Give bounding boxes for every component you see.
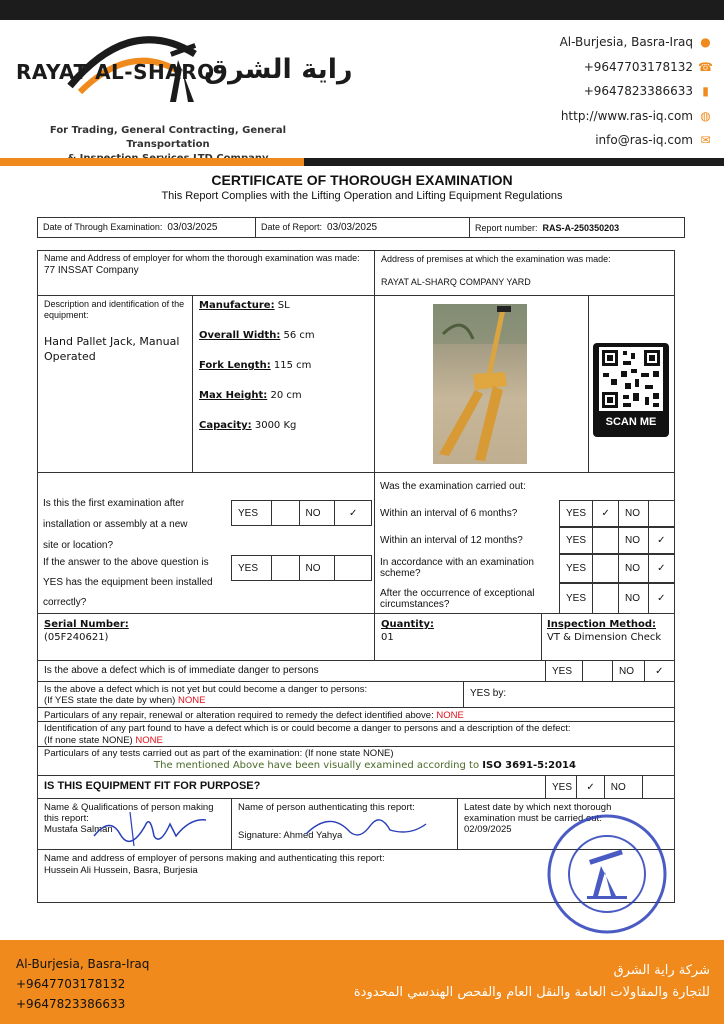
immediate-danger-row: Is the above a defect which is of immediate danger to persons (37, 660, 546, 682)
logo-text-ar: راية الشرق (204, 54, 353, 85)
signature-ahmed (300, 806, 430, 846)
fit-for-purpose-row: IS THIS EQUIPMENT FIT FOR PURPOSE? (37, 775, 546, 799)
interval-12-no-box[interactable]: ✓ (657, 535, 666, 546)
first-exam-yes-box[interactable] (272, 501, 300, 525)
future-danger-row: Is the above a defect which is not yet but could become a danger to persons: (If YES state the date by when) NONE (37, 681, 464, 708)
tests-standard: ISO 3691-5:2014 (482, 760, 576, 771)
footer-contact (16, 954, 149, 1014)
letterhead (0, 20, 724, 160)
employer-label: Name and Address of employer for whom the thorough examination was made: (44, 253, 360, 263)
date-exam-cell: Date of Through Examination: 03/03/2025 (38, 218, 256, 238)
qualification-label: Name & Qualifications of person making this report: (44, 802, 214, 824)
employer-value: 77 INSSAT Company (44, 264, 139, 276)
footer-address: Al-Burjesia, Basra-Iraq (16, 957, 150, 971)
location-pin-icon: ● (700, 35, 711, 50)
mobile-phone-icon: ▮ (702, 84, 709, 99)
part-none: NONE (135, 734, 163, 746)
premises-label: Address of premises at which the examination was made: (381, 254, 611, 264)
date-report-cell: Date of Report: 03/03/2025 (256, 218, 470, 238)
part-defect-row: Identification of any part found to have a defect which is or could become a danger to persons and a description of the defect: (If none state NONE) NONE (37, 721, 675, 747)
serial-label: Serial Number: (44, 619, 129, 630)
immediate-no-box[interactable]: ✓ (655, 665, 664, 677)
report-info-row (37, 217, 685, 238)
first-exam-yes-no (231, 500, 372, 526)
installed-yes-label: YES (232, 556, 272, 580)
quantity-cell (374, 613, 542, 661)
footer (0, 940, 724, 1024)
interval-6-yes-no: YES ✓ NO (559, 500, 675, 527)
tests-value: The mentioned Above have been visually examined according to (154, 760, 480, 771)
employer-cell (37, 250, 375, 296)
immediate-danger-yes-no: YES NO ✓ (545, 660, 675, 682)
employer-persons-label: Name and address of employer of persons making and authenticating this report: (44, 853, 385, 864)
first-exam-question: Is this the first examination after installation or assembly at a new site or location? (43, 498, 188, 551)
installed-yes-box[interactable] (272, 556, 300, 580)
contact-address: Al-Burjesia, Basra-Iraq ● (559, 35, 711, 50)
signature-mustafa (90, 806, 210, 850)
globe-icon: ◍ (700, 108, 711, 123)
tagline-line1: For Trading, General Contracting, General Transportation (49, 125, 287, 150)
quantity-value: 01 (381, 632, 394, 643)
installed-correctly-question: If the answer to the above question is YES has the equipment been installed correctly? (43, 557, 213, 608)
contact-block (560, 30, 712, 153)
envelope-icon: ✉ (700, 133, 711, 148)
installed-no-box[interactable] (335, 556, 371, 580)
method-value: VT & Dimension Check (547, 632, 662, 643)
telephone-icon: ☎ (698, 59, 713, 74)
fit-yes-box[interactable]: ✓ (577, 776, 604, 798)
spec-capacity: Capacity: 3000 Kg (199, 420, 297, 431)
exceptional-yes-no: YES NO ✓ (559, 583, 675, 614)
fit-no-box[interactable] (642, 775, 675, 799)
logo-text-en: RAYAT AL-SHARQ (16, 60, 215, 84)
qualification-name: Mustafa Salman (44, 824, 113, 835)
installed-no-label: NO (300, 556, 336, 580)
date-exam-value: 03/03/2025 (167, 222, 218, 233)
footer-arabic-line2: للتجارة والمقاولات العامة والنقل العام والفحص الهندسي المحدودة (353, 985, 710, 1000)
scheme-yes-box[interactable] (593, 555, 619, 582)
equipment-desc-cell (37, 295, 193, 473)
footer-phone2: +9647823386633 (16, 997, 126, 1011)
interval-12-yes-box[interactable] (593, 528, 619, 553)
first-exam-no-box[interactable]: ✓ (348, 507, 358, 519)
contact-website[interactable]: http://www.ras-iq.com ◍ (560, 108, 711, 123)
exceptional-question: After the occurrence of exceptional circumstances? (380, 588, 535, 610)
contact-phone1: +9647703178132 ☎ (583, 59, 713, 74)
method-label: Inspection Method: (547, 619, 656, 630)
authentication-label: Name of person authenticating this report: (238, 802, 415, 813)
equipment-label: Description and identification of the equipment: (44, 299, 185, 320)
interval-12-yes-no: YES NO ✓ (559, 527, 675, 554)
footer-phone1: +9647703178132 (16, 977, 126, 991)
certificate-subtitle: This Report Complies with the Lifting Operation and Lifting Equipment Regulations (161, 190, 563, 202)
yes-by-cell: YES by: (463, 681, 675, 708)
footer-arabic (354, 960, 710, 1004)
spec-overall-width: Overall Width: 56 cm (199, 330, 315, 341)
scheme-yes-no: YES NO ✓ (559, 554, 675, 583)
top-bar (0, 0, 724, 20)
qr-code[interactable] (593, 343, 669, 437)
fit-yes-no: YES ✓ NO (545, 775, 643, 799)
repair-row: Particulars of any repair, renewal or alteration required to remedy the defect identified above: NONE (37, 707, 675, 722)
report-number-cell: Report number: RAS-A-250350203 (470, 218, 685, 238)
exam-carried-label: Was the examination carried out: (380, 481, 526, 492)
first-exam-no-label: NO (300, 501, 336, 525)
report-number-value: RAS-A-250350203 (542, 222, 620, 233)
spec-max-height: Max Height: 20 cm (199, 390, 302, 401)
exceptional-yes-box[interactable] (593, 584, 619, 613)
spec-fork-length: Fork Length: 115 cm (199, 360, 312, 371)
pallet-jack-photo (433, 304, 527, 464)
exceptional-no-box[interactable]: ✓ (657, 593, 666, 604)
immediate-yes-box[interactable] (583, 661, 613, 681)
header-divider (0, 158, 724, 166)
premises-cell (374, 250, 675, 296)
employer-persons-value: Hussein Ali Hussein, Basra, Burjesia (44, 865, 198, 876)
serial-value: (05F240621) (44, 632, 109, 643)
repair-none: NONE (436, 710, 464, 721)
future-none: NONE (177, 695, 206, 706)
serial-cell (37, 613, 375, 661)
equipment-specs-cell (192, 295, 375, 473)
scheme-no-box[interactable]: ✓ (657, 563, 666, 574)
interval-12-question: Within an interval of 12 months? (380, 535, 523, 546)
footer-arabic-line1: شركة راية الشرق (613, 963, 710, 978)
contact-email[interactable]: info@ras-iq.com ✉ (595, 133, 711, 148)
tests-row: Particulars of any tests carried out as part of the examination: (If none state NONE) The mentioned Above have been visually examined according to ISO 3691-5:2014 (37, 746, 675, 776)
scheme-question: In accordance with an examination scheme? (380, 557, 534, 579)
authentication-signature: Signature: Ahmed Yahya (238, 830, 343, 841)
contact-phone2: +9647823386633 ▮ (560, 79, 712, 104)
company-stamp (545, 812, 669, 936)
spec-manufacture: Manufacture: SL (199, 300, 290, 311)
equipment-value: Hand Pallet Jack, Manual Operated (44, 335, 180, 363)
installed-yes-no (231, 555, 372, 581)
interval-6-no-box[interactable] (649, 501, 674, 526)
date-report-value: 03/03/2025 (327, 222, 378, 233)
first-exam-yes-label: YES (232, 501, 272, 525)
interval-6-yes-box[interactable]: ✓ (593, 501, 619, 526)
interval-6-question: Within an interval of 6 months? (380, 508, 518, 519)
next-exam-date: 02/09/2025 (464, 824, 512, 835)
quantity-label: Quantity: (381, 619, 434, 630)
next-exam-label: Latest date by which next thorough examination must be carried out: (464, 802, 612, 824)
scan-me-label: SCAN ME (605, 416, 657, 428)
method-cell (541, 613, 675, 661)
certificate-title: CERTIFICATE OF THOROUGH EXAMINATION (211, 172, 513, 188)
premises-value: RAYAT AL-SHARQ COMPANY YARD (381, 276, 531, 287)
